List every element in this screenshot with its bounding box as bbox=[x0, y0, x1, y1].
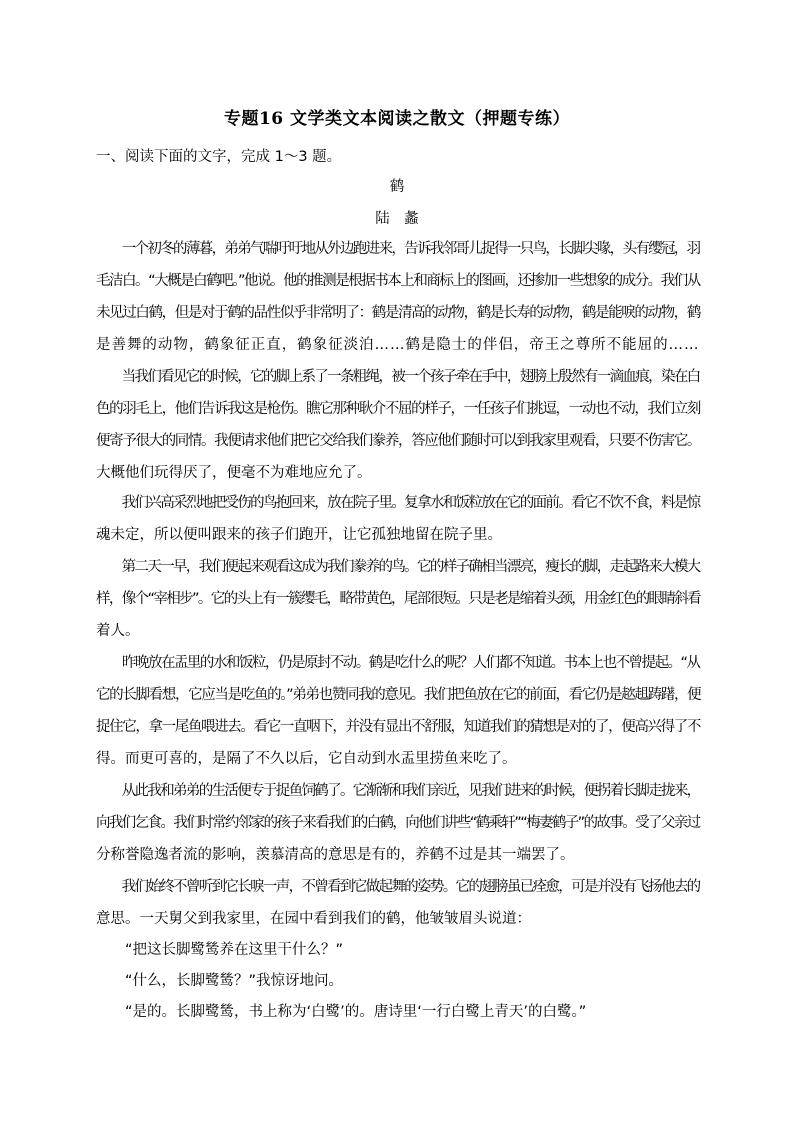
essay-line: 第二天一早，我们便起来观看这成为我们豢养的鸟。它的样子确相当漂亮，瘦长的脚，走起路来大模大 bbox=[96, 559, 700, 575]
instruction-text: 一、阅读下面的文字，完成 1～3 题。 bbox=[96, 149, 342, 165]
essay-line: 样，像个“宰相步”。它的头上有一簇缨毛，略带黄色，尾部很短。只是老是缩着头颈，用金红色的眼睛斜看 bbox=[96, 591, 701, 607]
essay-line: 分称誉隐逸者流的影响，羡慕清高的意思是有的，养鹤不过是其一端罢了。 bbox=[96, 847, 575, 863]
essay-title: 鹤 bbox=[389, 179, 405, 195]
essay-line: 着人。 bbox=[96, 623, 140, 639]
essay-line: 我们兴高采烈地把受伤的鸟抱回来，放在院子里。复拿水和饭粒放在它的面前。看它不饮不食，料是惊 bbox=[96, 495, 700, 511]
essay-line: “把这长脚鹭鸶养在这里干什么？” bbox=[96, 942, 344, 958]
essay-line: “是的。长脚鹭鸶，书上称为‘白鹭’的。唐诗里‘一行白鹭上青天’的白鹭。” bbox=[96, 1004, 587, 1020]
essay-author: 陆 蠡 bbox=[375, 211, 419, 227]
essay-line: 意思。一天舅父到我家里，在园中看到我们的鹤，他皱皱眉头说道： bbox=[96, 911, 531, 927]
essay-line: 当我们看见它的时候，它的脚上系了一条粗绳，被一个孩子牵在手中，翅膀上殷然有一滴血痕，染在白 bbox=[96, 369, 700, 385]
essay-line: 魂未定，所以便叫跟来的孩子们跑开，让它孤独地留在院子里。 bbox=[96, 527, 502, 543]
essay-line: 它的长脚看想，它应当是吃鱼的。”弟弟也赞同我的意见。我们把鱼放在它的前面，看它仍是趑趄踌躇，便 bbox=[96, 687, 701, 703]
essay-line: 捉住它，拿一尾鱼喂进去。看它一直咽下，并没有显出不舒服，知道我们的猜想是对的了，便高兴得了不 bbox=[96, 719, 700, 735]
essay-line: 毛洁白。“大概是白鹤吧。”他说。他的推测是根据书本上和商标上的图画，还掺加一些想象的成分。我们从 bbox=[96, 273, 700, 289]
essay-line: 一个初冬的薄暮，弟弟气喘吁吁地从外边跑进来，告诉我邻哥儿捉得一只鸟，长脚尖喙，头有缨冠，羽 bbox=[96, 241, 700, 257]
essay-line: 色的羽毛上，他们告诉我这是枪伤。瞧它那种耿介不屈的样子，一任孩子们挑逗，一动也不动，我们立刻 bbox=[96, 401, 700, 417]
essay-line: 得。而更可喜的，是隔了不久以后，它自动到水盂里捞鱼来吃了。 bbox=[96, 751, 517, 767]
essay-line: 从此我和弟弟的生活便专于捉鱼饲鹤了。它渐渐和我们亲近，见我们进来的时候，便拐着长脚走拢来， bbox=[96, 783, 700, 799]
essay-line: 大概他们玩得厌了，便毫不为难地应允了。 bbox=[96, 465, 372, 481]
essay-line: 昨晚放在盂里的水和饭粒，仍是原封不动。鹤是吃什么的呢？人们都不知道。书本上也不曾提起。“从 bbox=[96, 655, 700, 671]
essay-line: 未见过白鹤，但是对于鹤的品性似乎非常明了：鹤是清高的动物，鹤是长寿的动物，鹤是能唳的动物，鹤 bbox=[96, 305, 700, 321]
document-title: 专题16 文学类文本阅读之散文（押题专练） bbox=[223, 109, 571, 129]
essay-line: “什么，长脚鹭鸶？”我惊讶地问。 bbox=[96, 973, 344, 989]
essay-line: 我们始终不曾听到它长唳一声，不曾看到它做起舞的姿势。它的翅膀虽已痊愈，可是并没有飞扬他去的 bbox=[96, 879, 700, 895]
essay-line: 是善舞的动物，鹤象征正直，鹤象征淡泊……鹤是隐士的伴侣，帝王之尊所不能屈的…… bbox=[96, 337, 700, 353]
essay-line: 便寄予很大的同情。我便请求他们把它交给我们豢养，答应他们随时可以到我家里观看，只要不伤害它。 bbox=[96, 433, 700, 449]
essay-line: 向我们乞食。我们时常约邻家的孩子来看我们的白鹤，向他们讲些“鹤乘轩”“梅妻鹤子”的故事。受了父亲过 bbox=[96, 815, 700, 831]
